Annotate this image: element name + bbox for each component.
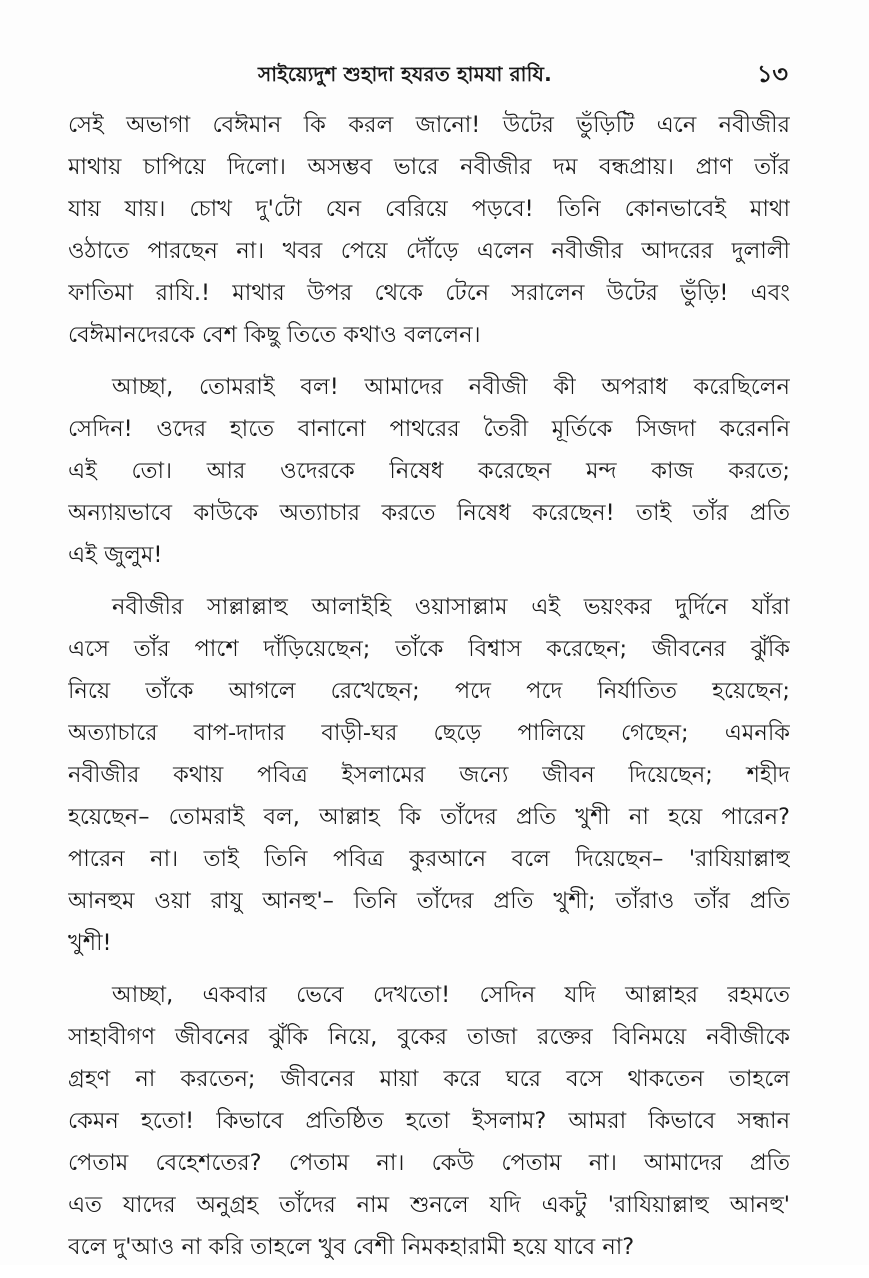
body-text bbox=[68, 104, 790, 1278]
text-line: সেদিন! ওদের হাতে বানানো পাথরের তৈরী মূর্তিকে সিজদা করেননি bbox=[68, 416, 790, 442]
text-line: ফাতিমা রাযি.! মাথার উপর থেকে টেনে সরালেন উটের ভুঁড়ি! এবং bbox=[68, 280, 790, 306]
text-line: আনহুম ওয়া রাযু আনহু'– তিনি তাঁদের প্রতি খুশী; তাঁরাও তাঁর প্রতি bbox=[68, 888, 790, 914]
text-line: অত্যাচারে বাপ-দাদার বাড়ী-ঘর ছেড়ে পালিয়ে গেছেন; এমনকি bbox=[68, 720, 790, 746]
text-line: আচ্ছা, তোমরাই বল! আমাদের নবীজী কী অপরাধ করেছিলেন bbox=[112, 374, 790, 400]
running-head bbox=[68, 56, 788, 96]
text-line: এই তো। আর ওদেরকে নিষেধ করেছেন মন্দ কাজ করতে; bbox=[68, 458, 790, 484]
text-line: ওঠাতে পারছেন না। খবর পেয়ে দৌঁড়ে এলেন নবীজীর আদরের দুলালী bbox=[68, 238, 790, 264]
text-line: পারেন না। তাই তিনি পবিত্র কুরআনে বলে দিয়েছেন– 'রাযিয়াল্লাহু bbox=[68, 846, 790, 872]
text-line: যায় যায়। চোখ দু'টো যেন বেরিয়ে পড়বে! তিনি কোনভাবেই মাথা bbox=[68, 196, 790, 222]
text-line: সাহাবীগণ জীবনের ঝুঁকি নিয়ে, বুকের তাজা রক্তের বিনিময়ে নবীজীকে bbox=[68, 1024, 790, 1050]
text-line: নবীজীর কথায় পবিত্র ইসলামের জন্যে জীবন দিয়েছেন; শহীদ bbox=[68, 762, 790, 788]
paragraph bbox=[68, 974, 790, 1268]
text-line: বলে দু'আও না করি তাহলে খুব বেশী নিমকহারামী হয়ে যাবে না? bbox=[68, 1234, 635, 1260]
text-line: গ্রহণ না করতেন; জীবনের মায়া করে ঘরে বসে থাকতেন তাহলে bbox=[68, 1066, 790, 1092]
text-line: আচ্ছা, একবার ভেবে দেখতো! সেদিন যদি আল্লাহর রহমতে bbox=[112, 982, 790, 1008]
text-line: এসে তাঁর পাশে দাঁড়িয়েছেন; তাঁকে বিশ্বাস করেছেন; জীবনের ঝুঁকি bbox=[68, 636, 790, 662]
text-line: এত যাদের অনুগ্রহ তাঁদের নাম শুনলে যদি একটু 'রাযিয়াল্লাহু আনহু' bbox=[68, 1192, 790, 1218]
text-line: সেই অভাগা বেঈমান কি করল জানো! উটের ভুঁড়িটি এনে নবীজীর bbox=[68, 112, 790, 138]
running-title: সাইয়্যেদুশ শুহাদা হযরত হামযা রাযি. bbox=[258, 62, 552, 86]
text-line: পেতাম বেহেশতের? পেতাম না। কেউ পেতাম না। আমাদের প্রতি bbox=[68, 1150, 790, 1176]
text-line: খুশী! bbox=[68, 930, 112, 956]
paragraph bbox=[68, 366, 790, 576]
text-line: মাথায় চাপিয়ে দিলো। অসম্ভব ভারে নবীজীর দম বন্ধপ্রায়। প্রাণ তাঁর bbox=[68, 154, 790, 180]
paragraph bbox=[68, 104, 790, 356]
text-line: হয়েছেন– তোমরাই বল, আল্লাহ কি তাঁদের প্রতি খুশী না হয়ে পারেন? bbox=[68, 804, 790, 830]
text-line: অন্যায়ভাবে কাউকে অত্যাচার করতে নিষেধ করেছেন! তাই তাঁর প্রতি bbox=[68, 500, 790, 526]
text-line: নবীজীর সাল্লাল্লাহু আলাইহি ওয়াসাল্লাম এই ভয়ংকর দুর্দিনে যাঁরা bbox=[112, 594, 790, 620]
text-line: বেঈমানদেরকে বেশ কিছু তিতে কথাও বললেন। bbox=[68, 322, 481, 348]
text-line: কেমন হতো! কিভাবে প্রতিষ্ঠিত হতো ইসলাম? আমরা কিভাবে সন্ধান bbox=[68, 1108, 790, 1134]
page-number: ১৩ bbox=[756, 60, 788, 88]
text-line: এই জুলুম! bbox=[68, 542, 163, 568]
paragraph bbox=[68, 586, 790, 964]
text-line: নিয়ে তাঁকে আগলে রেখেছেন; পদে পদে নির্যাতিত হয়েছেন; bbox=[68, 678, 790, 704]
